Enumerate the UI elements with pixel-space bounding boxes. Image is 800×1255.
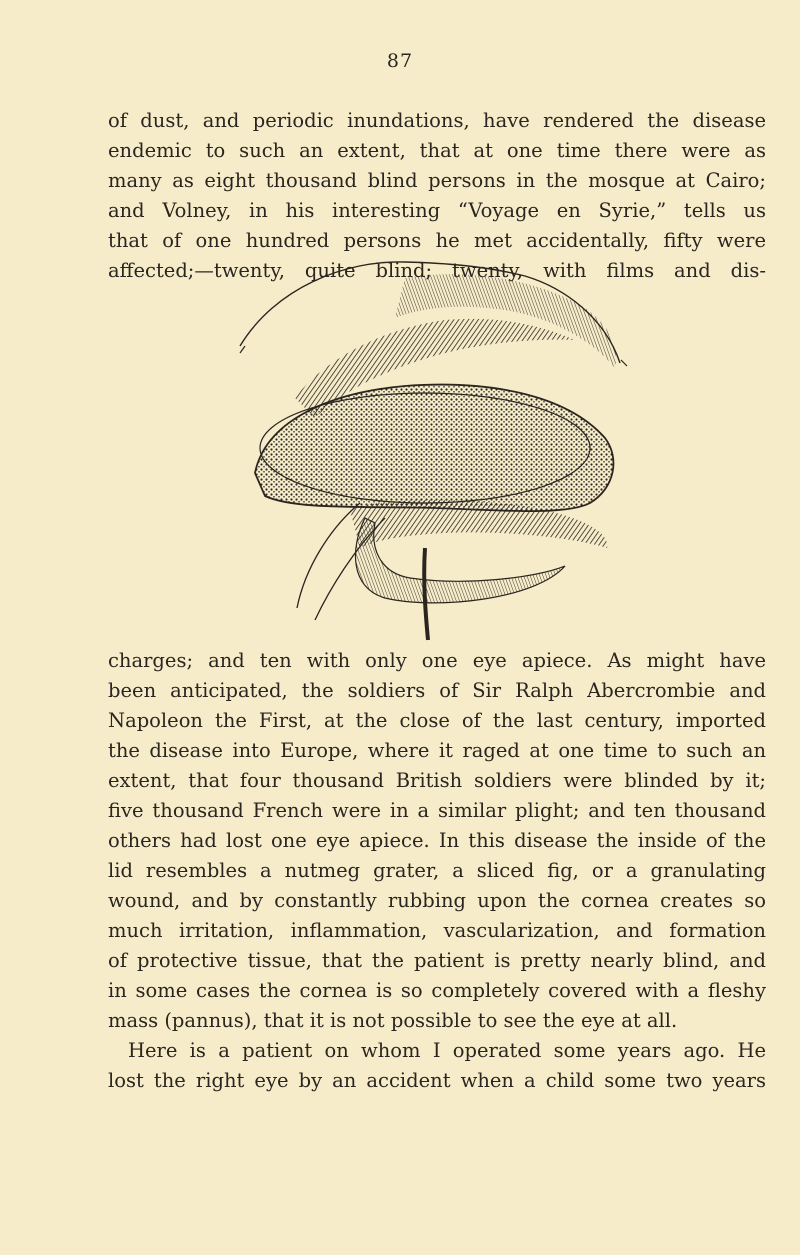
page-number: 87 — [386, 50, 414, 72]
text-line: wound, and by constantly rubbing upon the cornea creates so — [108, 889, 766, 912]
text-line: Here is a patient on whom I operated some years ago. He — [128, 1039, 766, 1062]
text-line: extent, that four thousand British soldiers were blinded by it; — [108, 769, 766, 792]
text-line: of protective tissue, that the patient is pretty nearly blind, and — [108, 949, 766, 972]
text-line: and Volney, in his interesting “Voyage en Syrie,” tells us — [108, 199, 766, 222]
text-line: that of one hundred persons he met accidentally, fifty were — [108, 229, 766, 252]
text-line: charges; and ten with only one eye apiece. As might have — [108, 649, 766, 672]
text-line: of dust, and periodic inundations, have rendered the disease — [108, 109, 766, 132]
text-line: lost the right eye by an accident when a child some two years — [108, 1069, 766, 1092]
text-line: five thousand French were in a similar plight; and ten thousand — [108, 799, 766, 822]
text-line: endemic to such an extent, that at one time there were as — [108, 139, 766, 162]
text-line: many as eight thousand blind persons in the mosque at Cairo; — [108, 169, 766, 192]
text-line: in some cases the cornea is so completely covered with a fleshy — [108, 979, 766, 1002]
text-line: affected;—twenty, quite blind; twenty, with films and dis- — [108, 259, 766, 282]
eye-engraving-illustration — [235, 248, 635, 643]
text-line: mass (pannus), that it is not possible to see the eye at all. — [108, 1009, 678, 1032]
text-line: lid resembles a nutmeg grater, a sliced fig, or a granulating — [108, 859, 766, 882]
text-line: Napoleon the First, at the close of the last century, imported — [108, 709, 766, 732]
text-line: others had lost one eye apiece. In this disease the inside of the — [108, 829, 766, 852]
text-line: been anticipated, the soldiers of Sir Ralph Abercrombie and — [108, 679, 766, 702]
text-line: much irritation, inflammation, vascularization, and formation — [108, 919, 766, 942]
text-line: the disease into Europe, where it raged at one time to such an — [108, 739, 766, 762]
